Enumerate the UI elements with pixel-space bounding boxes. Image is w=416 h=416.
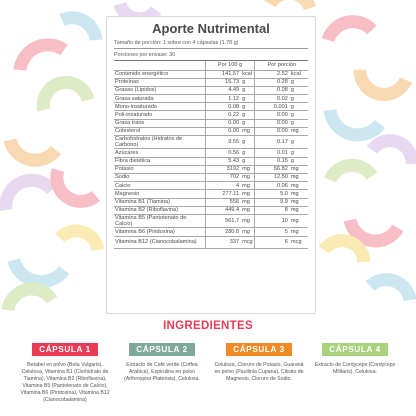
- nutrient-unit-per-100g: mcg: [240, 236, 255, 249]
- nutrient-value-per-portion: 0.06: [255, 182, 289, 190]
- ingredients-title: INGREDIENTES: [163, 320, 253, 332]
- nutrient-name: Grasa saturada: [114, 95, 205, 103]
- nutrition-panel: [106, 16, 316, 314]
- nutrient-value-per-100g: 1.12: [205, 95, 240, 103]
- nutrient-name: Poli-insaturado: [114, 111, 205, 119]
- nutrient-value-per-100g: 0.00: [205, 119, 240, 127]
- nutrient-value-per-portion: 0.00: [255, 127, 289, 135]
- nutrient-name: Calcio: [114, 182, 205, 190]
- nutrient-value-per-portion: 2.52: [255, 70, 289, 78]
- nutrient-name: Fibra dietética: [114, 157, 205, 165]
- nutrient-value-per-portion: 0.00: [255, 119, 289, 127]
- nutrient-name: Potasio: [114, 165, 205, 173]
- nutrient-unit-per-portion: mg: [289, 190, 308, 198]
- nutrient-unit-per-100g: kcal: [240, 70, 255, 78]
- nutrient-unit-per-portion: mcg: [289, 236, 308, 249]
- nutrient-value-per-100g: 3192: [205, 165, 240, 173]
- nutrient-value-per-portion: 0.02: [255, 95, 289, 103]
- nutrient-row: [114, 214, 308, 227]
- nutrient-unit-per-portion: g: [289, 157, 308, 165]
- nutrient-unit-per-portion: mg: [289, 214, 308, 227]
- nutrient-name: Vitamina B2 (Riboflavina): [114, 206, 205, 214]
- nutrient-value-per-100g: 4: [205, 182, 240, 190]
- nutrient-value-per-portion: 0.00: [255, 111, 289, 119]
- nutrient-value-per-portion: 0.01: [255, 149, 289, 157]
- nutrient-name: Vitamina B6 (Piridoxina): [114, 228, 205, 236]
- nutrient-value-per-portion: 56.82: [255, 165, 289, 173]
- nutrient-name: Contenido energético: [114, 70, 205, 78]
- nutrient-unit-per-portion: g: [289, 111, 308, 119]
- nutrient-value-per-100g: 9.55: [205, 136, 240, 149]
- nutrient-row: [114, 70, 308, 78]
- nutrient-value-per-100g: 141.57: [205, 70, 240, 78]
- nutrient-unit-per-100g: mg: [240, 165, 255, 173]
- capsule-4-ingredients: Extracto de Cordyceps (Cordyceps Militaris), Celulosa.: [314, 362, 396, 375]
- nutrient-unit-per-portion: mg: [289, 173, 308, 181]
- nutrient-value-per-100g: 0.56: [205, 149, 240, 157]
- nutrient-row: [114, 136, 308, 149]
- nutrient-unit-per-100g: mg: [240, 127, 255, 135]
- nutrient-unit-per-portion: g: [289, 103, 308, 111]
- nutrient-name: Vitamina B5 (Pantotenato de Calcio): [114, 214, 205, 227]
- nutrient-unit-per-100g: g: [240, 111, 255, 119]
- nutrient-name: Grasas (Lípidos): [114, 86, 205, 94]
- nutrient-row: [114, 103, 308, 111]
- nutrient-unit-per-100g: g: [240, 157, 255, 165]
- nutrient-row: [114, 86, 308, 94]
- nutrient-row: [114, 206, 308, 214]
- nutrient-value-per-portion: 0.001: [255, 103, 289, 111]
- nutrient-unit-per-portion: g: [289, 136, 308, 149]
- nutrient-value-per-100g: 5.43: [205, 157, 240, 165]
- nutrient-unit-per-100g: g: [240, 95, 255, 103]
- column-header-per-portion: Por porción: [255, 61, 308, 70]
- nutrient-unit-per-portion: mg: [289, 165, 308, 173]
- nutrient-value-per-portion: 0.28: [255, 78, 289, 86]
- nutrient-row: [114, 78, 308, 86]
- nutrient-value-per-100g: 280.8: [205, 228, 240, 236]
- nutrient-value-per-100g: 702: [205, 173, 240, 181]
- capsule-1-ingredients: Betabel en polvo (Beta Vulgaris), Celulosa, Vitamina B1 (Clorhidrato de Tiamina), Vitamina B2 (Riboflavina), Vitamina B5 (Pantotenato de Calcio), Vitamina B6 (Piridoxina), Vitamina B12 (Cianocobalamina): [20, 362, 110, 403]
- nutrient-row: [114, 127, 308, 135]
- nutrient-value-per-portion: 8: [255, 206, 289, 214]
- nutrient-unit-per-portion: g: [289, 95, 308, 103]
- nutrient-unit-per-100g: g: [240, 78, 255, 86]
- nutrient-unit-per-100g: g: [240, 103, 255, 111]
- table-header-row: [114, 61, 308, 70]
- nutrient-row: [114, 119, 308, 127]
- column-header-per-100g: Por 100 g: [205, 61, 255, 70]
- nutrient-unit-per-100g: g: [240, 86, 255, 94]
- nutrient-unit-per-100g: mg: [240, 182, 255, 190]
- capsule-1: [20, 343, 110, 404]
- nutrient-row: [114, 198, 308, 206]
- nutrient-value-per-portion: 9.9: [255, 198, 289, 206]
- nutrient-name: Carbohidratos (Hidratos de Carbono): [114, 136, 205, 149]
- nutrient-value-per-portion: 0.15: [255, 157, 289, 165]
- nutrient-unit-per-portion: mg: [289, 198, 308, 206]
- nutrient-name: Proteínas: [114, 78, 205, 86]
- nutrient-unit-per-portion: g: [289, 149, 308, 157]
- nutrient-value-per-100g: 0.22: [205, 111, 240, 119]
- nutrient-unit-per-portion: g: [289, 119, 308, 127]
- nutrient-unit-per-100g: mg: [240, 198, 255, 206]
- nutrient-row: [114, 173, 308, 181]
- nutrient-value-per-portion: 5: [255, 228, 289, 236]
- nutrient-value-per-100g: 0.08: [205, 103, 240, 111]
- nutrient-name: Vitamina B12 (Cianocobalamina): [114, 236, 205, 249]
- nutrient-unit-per-portion: mg: [289, 228, 308, 236]
- nutrient-value-per-portion: 0.08: [255, 86, 289, 94]
- nutrient-unit-per-100g: mg: [240, 173, 255, 181]
- nutrient-unit-per-100g: g: [240, 119, 255, 127]
- capsule-1-badge: CÁPSULA 1: [32, 343, 98, 356]
- nutrient-unit-per-portion: mg: [289, 206, 308, 214]
- panel-title: Aporte Nutrimental: [152, 21, 270, 36]
- nutrient-value-per-100g: 15.73: [205, 78, 240, 86]
- nutrient-row: [114, 111, 308, 119]
- nutrient-name: Vitamina B1 (Tiamina): [114, 198, 205, 206]
- nutrient-value-per-portion: 12.50: [255, 173, 289, 181]
- nutrient-value-per-100g: 0.00: [205, 127, 240, 135]
- nutrient-value-per-100g: 449.4: [205, 206, 240, 214]
- nutrient-unit-per-100g: mg: [240, 214, 255, 227]
- nutrient-row: [114, 228, 308, 236]
- nutrient-value-per-portion: 0.17: [255, 136, 289, 149]
- serving-size: Tamaño de porción: 1 sobre con 4 cápsulas (1.78 g): [114, 39, 308, 49]
- nutrient-unit-per-100g: mg: [240, 206, 255, 214]
- nutrient-name: Azúcares: [114, 149, 205, 157]
- nutrient-unit-per-100g: mg: [240, 228, 255, 236]
- nutrient-row: [114, 165, 308, 173]
- nutrient-row: [114, 95, 308, 103]
- nutrient-unit-per-100g: g: [240, 149, 255, 157]
- nutrient-name: Colesterol: [114, 127, 205, 135]
- capsule-3-badge: CÁPSULA 3: [226, 343, 292, 356]
- capsule-2-badge: CÁPSULA 2: [129, 343, 195, 356]
- nutrient-value-per-portion: 10: [255, 214, 289, 227]
- nutrient-row: [114, 190, 308, 198]
- servings-per-container: Porciones por envase: 30: [114, 49, 308, 61]
- nutrition-table: [114, 61, 308, 249]
- nutrient-value-per-portion: 5.0: [255, 190, 289, 198]
- capsule-4: [310, 343, 400, 376]
- nutrient-unit-per-100g: g: [240, 136, 255, 149]
- nutrient-name: Magnesio: [114, 190, 205, 198]
- nutrient-row: [114, 157, 308, 165]
- capsule-2: [117, 343, 207, 383]
- nutrient-name: Mono-insaturado: [114, 103, 205, 111]
- nutrient-value-per-100g: 4.49: [205, 86, 240, 94]
- nutrient-unit-per-portion: mg: [289, 182, 308, 190]
- nutrient-unit-per-portion: g: [289, 78, 308, 86]
- nutrient-row: [114, 236, 308, 249]
- nutrient-unit-per-100g: mg: [240, 190, 255, 198]
- capsule-4-badge: CÁPSULA 4: [322, 343, 388, 356]
- nutrient-value-per-100g: 556: [205, 198, 240, 206]
- nutrient-unit-per-portion: kcal: [289, 70, 308, 78]
- nutrient-row: [114, 182, 308, 190]
- capsule-3-ingredients: Celulosa, Cloruro de Potasio, Guaraná en polvo (Paullinia Cupana), Citrato de Magnesio, Cloruro de Sodio.: [214, 362, 304, 382]
- capsule-3: [214, 343, 304, 383]
- nutrient-name: Grasa trans: [114, 119, 205, 127]
- nutrient-value-per-100g: 337: [205, 236, 240, 249]
- nutrient-unit-per-portion: mg: [289, 127, 308, 135]
- nutrient-name: Sodio: [114, 173, 205, 181]
- nutrient-value-per-portion: 6: [255, 236, 289, 249]
- capsule-2-ingredients: Extracto de Café verde (Coffea Arabica), Espirulina en polvo (Arthrospira Platensis), Celulosa.: [124, 362, 200, 382]
- nutrient-row: [114, 149, 308, 157]
- nutrient-unit-per-portion: g: [289, 86, 308, 94]
- nutrient-value-per-100g: 277.11: [205, 190, 240, 198]
- nutrient-value-per-100g: 561.7: [205, 214, 240, 227]
